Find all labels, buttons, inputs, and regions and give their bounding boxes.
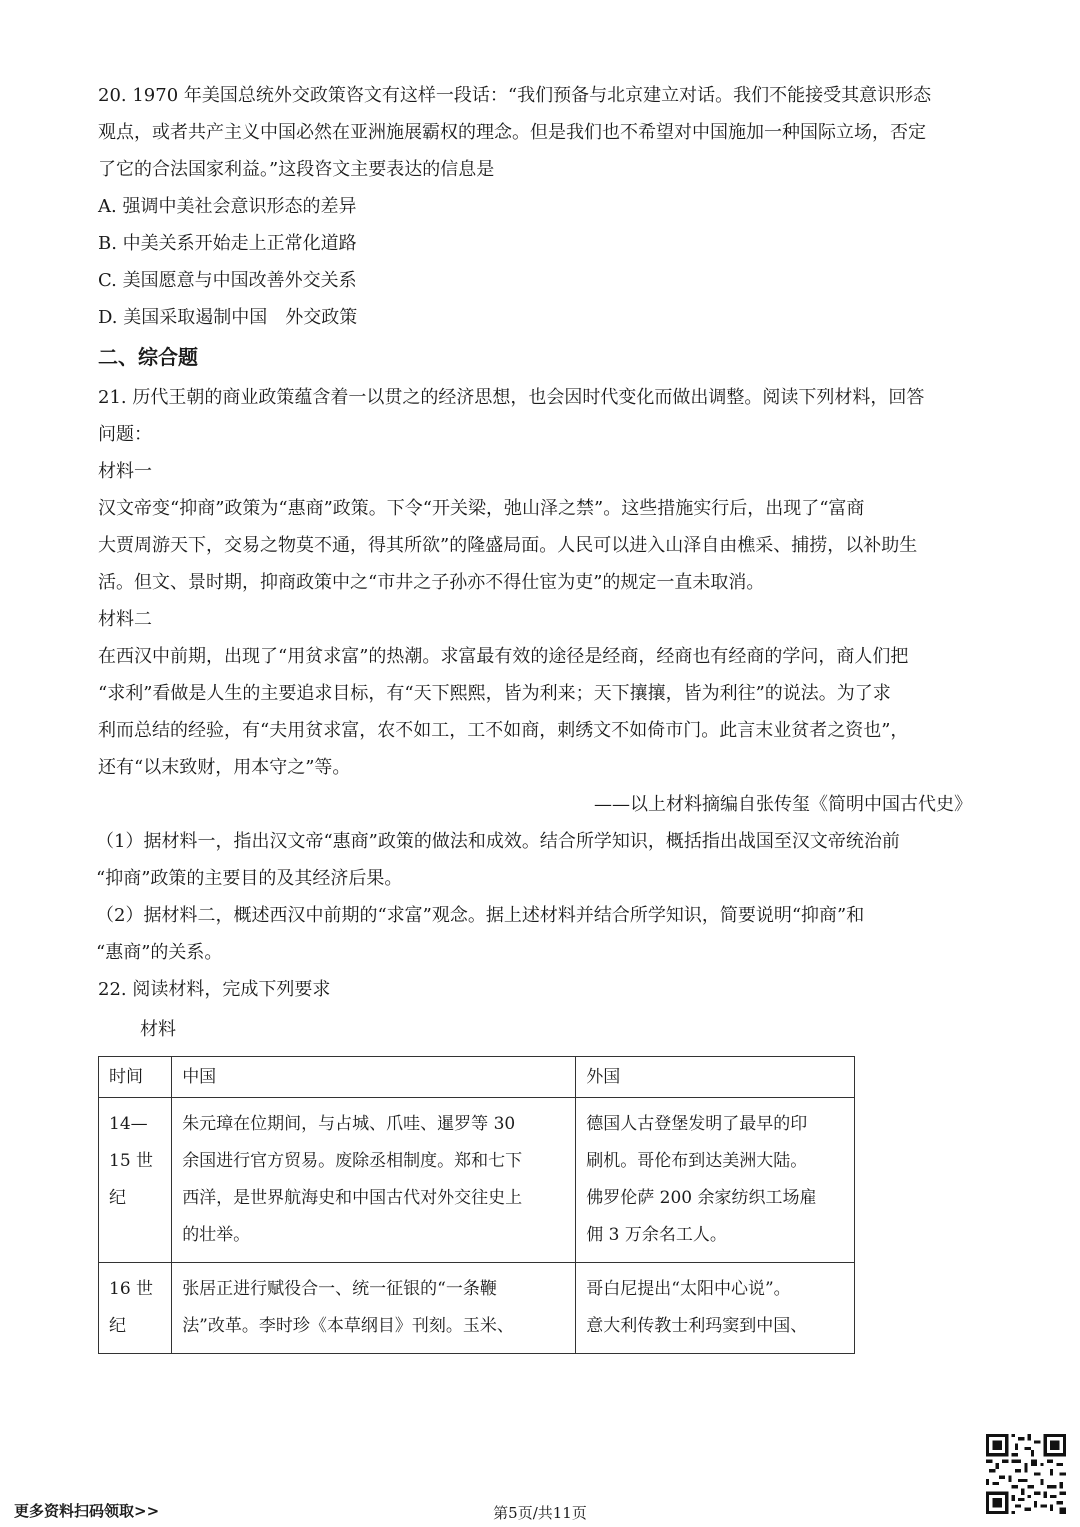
material2-line-4: 还有“以末致财，用本守之”等。 <box>98 757 351 778</box>
q22-intro: 22. 阅读材料，完成下列要求 <box>98 979 331 1000</box>
page-number: 第5页/共11页 <box>493 1504 587 1522</box>
cell-line: 西洋，是世界航海史和中国古代对外交往史上 <box>182 1188 523 1208</box>
q21-sub1-line-1: （1）据材料一，指出汉文帝“惠商”政策的做法和成效。结合所学知识，概括指出战国至汉文帝统治前 <box>96 831 900 852</box>
q21-sub2-line-2: “惠商”的关系。 <box>96 942 223 963</box>
q20-stem-line-3: 了它的合法国家利益。”这段咨文主要表达的信息是 <box>98 159 495 180</box>
header-time: 时间 <box>99 1057 172 1098</box>
q20-option-a: A. 强调中美社会意识形态的差异 <box>98 196 357 217</box>
q20-option-b: B. 中美关系开始走上正常化道路 <box>98 233 357 254</box>
cell-foreign <box>576 1263 855 1354</box>
cell-line: 纪 <box>109 1188 126 1208</box>
cell-line: 意大利传教士利玛窦到中国、 <box>586 1316 808 1336</box>
cell-line: 余国进行官方贸易。废除丞相制度。郑和七下 <box>182 1151 523 1171</box>
material2-line-3: 利而总结的经验，有“夫用贫求富，农不如工，工不如商，刺绣文不如倚市门。此言末业贫者之资也”， <box>98 720 909 741</box>
cell-line: 朱元璋在位期间，与占城、爪哇、暹罗等 30 <box>182 1114 516 1134</box>
q21-sub2-line-1: （2）据材料二，概述西汉中前期的“求富”观念。据上述材料并结合所学知识，简要说明“抑商”和 <box>96 905 865 926</box>
q20-option-c: C. 美国愿意与中国改善外交关系 <box>98 270 357 291</box>
material1-line-3: 活。但文、景时期，抑商政策中之“市井之子孙亦不得仕宦为吏”的规定一直未取消。 <box>98 572 765 593</box>
material1-line-1: 汉文帝变“抑商”政策为“惠商”政策。下令“开关梁，弛山泽之禁”。这些措施实行后，出现了“富商 <box>98 498 865 519</box>
material2-line-1: 在西汉中前期，出现了“用贫求富”的热潮。求富最有效的途径是经商，经商也有经商的学问，商人们把 <box>98 646 909 667</box>
cell-line: 15 世 <box>109 1151 154 1171</box>
material2-label: 材料二 <box>98 609 152 630</box>
q20-stem-line-1: 20. 1970 年美国总统外交政策咨文有这样一段话：“我们预备与北京建立对话。我们不能接受其意识形态 <box>98 85 932 106</box>
q20-option-d: D. 美国采取遏制中国 外交政策 <box>98 307 358 328</box>
materials-table <box>98 1056 855 1354</box>
cell-time <box>99 1098 172 1263</box>
q22-material-label: 材料 <box>140 1019 176 1040</box>
footer-more-resources-link[interactable]: 更多资料扫码领取>> <box>14 1502 160 1520</box>
header-china: 中国 <box>172 1057 576 1098</box>
q21-intro-line-1: 21. 历代王朝的商业政策蕴含着一以贯之的经济思想，也会因时代变化而做出调整。阅读下列材料，回答 <box>98 387 925 408</box>
cell-line: 的壮举。 <box>182 1225 251 1245</box>
material1-label: 材料一 <box>98 461 152 482</box>
material-source: ——以上材料摘编自张传玺《简明中国古代史》 <box>594 794 972 815</box>
table-row <box>99 1263 855 1354</box>
cell-time <box>99 1263 172 1354</box>
cell-line: 佣 3 万余名工人。 <box>586 1225 727 1245</box>
cell-china <box>172 1263 576 1354</box>
section-title: 二、综合题 <box>98 345 198 369</box>
cell-line: 刷机。哥伦布到达美洲大陆。 <box>586 1151 808 1171</box>
cell-line: 德国人古登堡发明了最早的印 <box>586 1114 808 1134</box>
cell-line: 法”改革。李时珍《本草纲目》刊刻。玉米、 <box>182 1316 514 1336</box>
q20-stem-line-2: 观点，或者共产主义中国必然在亚洲施展霸权的理念。但是我们也不希望对中国施加一种国际立场，否定 <box>98 122 926 143</box>
material2-line-2: “求利”看做是人生的主要追求目标，有“天下熙熙，皆为利来；天下攘攘，皆为利往”的说法。为了求 <box>98 683 891 704</box>
cell-line: 哥白尼提出“太阳中心说”。 <box>586 1279 791 1299</box>
cell-line: 14— <box>109 1114 148 1134</box>
cell-line: 张居正进行赋役合一、统一征银的“一条鞭 <box>182 1279 497 1299</box>
cell-foreign <box>576 1098 855 1263</box>
cell-line: 16 世 <box>109 1279 154 1299</box>
material1-line-2: 大贾周游天下，交易之物莫不通，得其所欲”的隆盛局面。人民可以进入山泽自由樵采、捕捞，以补助生 <box>98 535 918 556</box>
table-header-row <box>99 1057 855 1098</box>
q21-intro-line-2: 问题： <box>98 424 152 445</box>
table-row <box>99 1098 855 1263</box>
header-foreign: 外国 <box>576 1057 855 1098</box>
cell-line: 纪 <box>109 1316 126 1336</box>
cell-line: 佛罗伦萨 200 余家纺织工场雇 <box>586 1188 817 1208</box>
q21-sub1-line-2: “抑商”政策的主要目的及其经济后果。 <box>96 868 403 889</box>
cell-china <box>172 1098 576 1263</box>
